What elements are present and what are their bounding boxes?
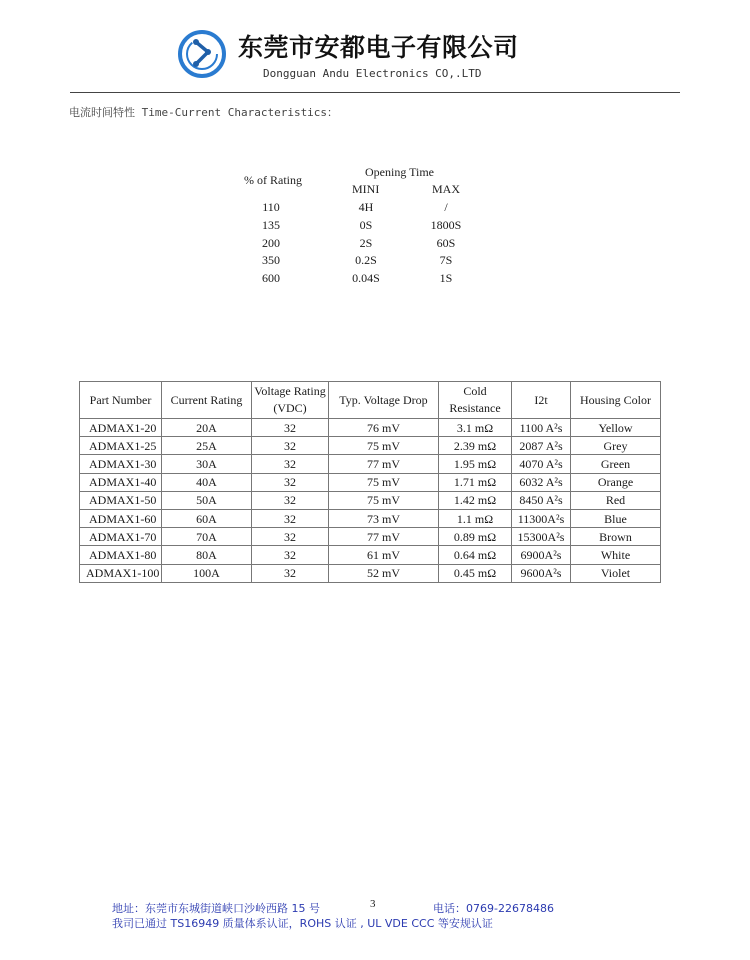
voltage-drop-cell: 61 mV (329, 546, 439, 564)
current-cell: 100A (162, 564, 252, 582)
footer-certification: 我司已通过 TS16949 质量体系认证，ROHS 认证 , UL VDE CCC 等安规认证 (112, 917, 493, 930)
resistance-cell: 1.95 mΩ (439, 455, 512, 473)
table-row (80, 491, 661, 509)
table-row (80, 437, 661, 455)
voltage-cell: 32 (252, 437, 329, 455)
table-row (80, 473, 661, 491)
spec-table (79, 381, 661, 583)
voltage-cell: 32 (252, 473, 329, 491)
housing-color-cell: White (571, 546, 661, 564)
voltage-drop-cell: 75 mV (329, 473, 439, 491)
cold-resistance-header: Cold Resistance (439, 382, 512, 419)
i2t-cell: 2087 A²s (512, 437, 571, 455)
voltage-rating-header: Voltage Rating (VDC) (252, 382, 329, 419)
part-number-cell: ADMAX1-70 (80, 528, 162, 546)
mini-cell: 2S (359, 236, 373, 250)
resistance-cell: 1.71 mΩ (439, 473, 512, 491)
voltage-cell: 32 (252, 546, 329, 564)
max-cell: / (444, 200, 448, 214)
mini-cell: 4H (358, 200, 374, 214)
rating-cell: 600 (262, 271, 280, 285)
company-name-english: Dongguan Andu Electronics CO,.LTD (263, 67, 482, 80)
housing-color-header: Housing Color (571, 382, 661, 419)
max-cell: 1800S (430, 218, 462, 232)
mini-cell: 0.2S (355, 253, 377, 267)
resistance-cell: 2.39 mΩ (439, 437, 512, 455)
spec-table-header-row (80, 382, 661, 419)
housing-color-cell: Orange (571, 473, 661, 491)
housing-color-cell: Grey (571, 437, 661, 455)
housing-color-cell: Red (571, 491, 661, 509)
max-cell: 60S (436, 236, 456, 250)
voltage-drop-cell: 75 mV (329, 491, 439, 509)
part-number-cell: ADMAX1-60 (80, 509, 162, 527)
voltage-cell: 32 (252, 509, 329, 527)
voltage-cell: 32 (252, 455, 329, 473)
mini-cell: 0.04S (352, 271, 380, 285)
rating-cell: 200 (262, 236, 280, 250)
part-number-cell: ADMAX1-20 (80, 419, 162, 437)
table-row (80, 564, 661, 582)
footer-phone: 电话：0769-22678486 (433, 902, 554, 915)
resistance-cell: 1.42 mΩ (439, 491, 512, 509)
housing-color-cell: Violet (571, 564, 661, 582)
resistance-cell: 1.1 mΩ (439, 509, 512, 527)
housing-color-cell: Green (571, 455, 661, 473)
voltage-cell: 32 (252, 528, 329, 546)
opening-time-row (240, 218, 480, 236)
section-heading: 电流时间特性 Time-Current Characteristics： (69, 106, 339, 119)
part-number-header: Part Number (80, 382, 162, 419)
current-cell: 20A (162, 419, 252, 437)
page-number: 3 (370, 898, 376, 910)
current-cell: 50A (162, 491, 252, 509)
part-number-cell: ADMAX1-30 (80, 455, 162, 473)
rating-cell: 110 (262, 200, 280, 214)
header-divider (70, 92, 680, 93)
resistance-cell: 3.1 mΩ (439, 419, 512, 437)
voltage-cell: 32 (252, 491, 329, 509)
current-cell: 40A (162, 473, 252, 491)
voltage-drop-cell: 75 mV (329, 437, 439, 455)
i2t-cell: 8450 A²s (512, 491, 571, 509)
max-cell: 1S (439, 271, 453, 285)
i2t-cell: 6032 A²s (512, 473, 571, 491)
table-row (80, 528, 661, 546)
voltage-drop-cell: 77 mV (329, 528, 439, 546)
voltage-drop-cell: 52 mV (329, 564, 439, 582)
i2t-cell: 11300A²s (512, 509, 571, 527)
i2t-cell: 9600A²s (512, 564, 571, 582)
housing-color-cell: Yellow (571, 419, 661, 437)
table-row (80, 455, 661, 473)
opening-time-group-header: Opening Time (365, 165, 435, 179)
rating-column-header: % of Rating (244, 173, 302, 187)
current-cell: 25A (162, 437, 252, 455)
opening-time-row (240, 200, 480, 218)
resistance-cell: 0.45 mΩ (439, 564, 512, 582)
part-number-cell: ADMAX1-50 (80, 491, 162, 509)
i2t-cell: 6900A²s (512, 546, 571, 564)
max-column-header: MAX (432, 182, 461, 196)
mini-column-header: MINI (352, 182, 380, 196)
current-cell: 60A (162, 509, 252, 527)
company-name-chinese: 东莞市安都电子有限公司 (238, 33, 519, 62)
voltage-drop-cell: 76 mV (329, 419, 439, 437)
part-number-cell: ADMAX1-40 (80, 473, 162, 491)
i2t-header: I2t (512, 382, 571, 419)
table-row (80, 509, 661, 527)
current-cell: 80A (162, 546, 252, 564)
voltage-cell: 32 (252, 564, 329, 582)
max-cell: 7S (439, 253, 453, 267)
resistance-cell: 0.89 mΩ (439, 528, 512, 546)
part-number-cell: ADMAX1-80 (80, 546, 162, 564)
voltage-drop-header: Typ. Voltage Drop (329, 382, 439, 419)
i2t-cell: 1100 A²s (512, 419, 571, 437)
voltage-drop-cell: 73 mV (329, 509, 439, 527)
rating-cell: 135 (262, 218, 280, 232)
housing-color-cell: Blue (571, 509, 661, 527)
table-row (80, 546, 661, 564)
resistance-cell: 0.64 mΩ (439, 546, 512, 564)
i2t-cell: 4070 A²s (512, 455, 571, 473)
voltage-cell: 32 (252, 419, 329, 437)
rating-cell: 350 (262, 253, 280, 267)
current-rating-header: Current Rating (162, 382, 252, 419)
mini-cell: 0S (359, 218, 373, 232)
current-cell: 30A (162, 455, 252, 473)
housing-color-cell: Brown (571, 528, 661, 546)
opening-time-row (240, 236, 480, 254)
footer-address: 地址：东莞市东城街道峡口沙岭西路 15 号 (112, 902, 320, 915)
current-cell: 70A (162, 528, 252, 546)
i2t-cell: 15300A²s (512, 528, 571, 546)
voltage-drop-cell: 77 mV (329, 455, 439, 473)
table-row (80, 419, 661, 437)
part-number-cell: ADMAX1-25 (80, 437, 162, 455)
opening-time-row (240, 271, 480, 289)
andu-logo-icon (176, 28, 228, 80)
opening-time-row (240, 253, 480, 271)
part-number-cell: ADMAX1-100 (80, 564, 162, 582)
